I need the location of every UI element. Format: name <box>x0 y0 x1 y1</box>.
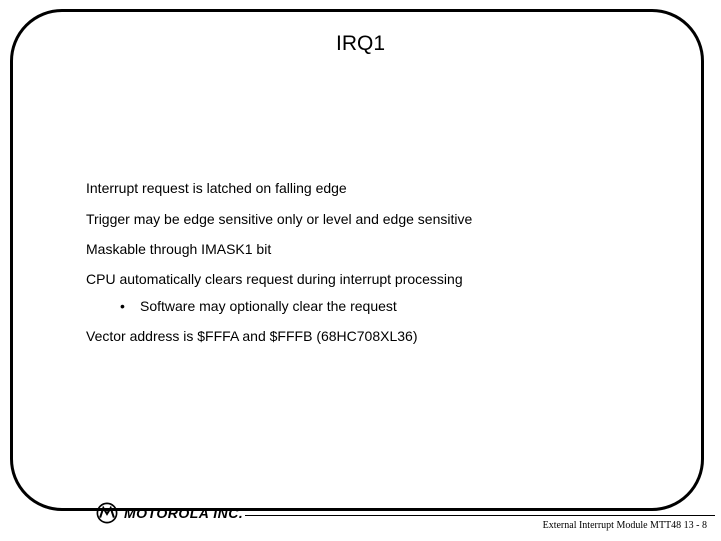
motorola-batwing-icon <box>96 502 118 524</box>
bullet-dot: • <box>120 298 125 314</box>
bullet-item: Trigger may be edge sensitive only or level and edge sensitive <box>86 211 473 227</box>
slide-title: IRQ1 <box>335 32 385 55</box>
sub-bullet-item <box>120 297 397 315</box>
motorola-logo <box>96 501 243 525</box>
slide-frame <box>10 9 704 511</box>
footer-text: External Interrupt Module MTT48 13 - 8 <box>542 520 707 531</box>
bullet-item: Maskable through IMASK1 bit <box>86 241 272 257</box>
sub-bullet-text: Software may optionally clear the request <box>140 298 397 314</box>
footer-divider <box>245 515 715 516</box>
bullet-item: Vector address is $FFFA and $FFFB (68HC708XL36) <box>86 328 418 344</box>
logo-text: MOTOROLA INC. <box>124 505 244 521</box>
bullet-item: Interrupt request is latched on falling edge <box>86 180 347 196</box>
bullet-item: CPU automatically clears request during interrupt processing <box>86 271 463 287</box>
